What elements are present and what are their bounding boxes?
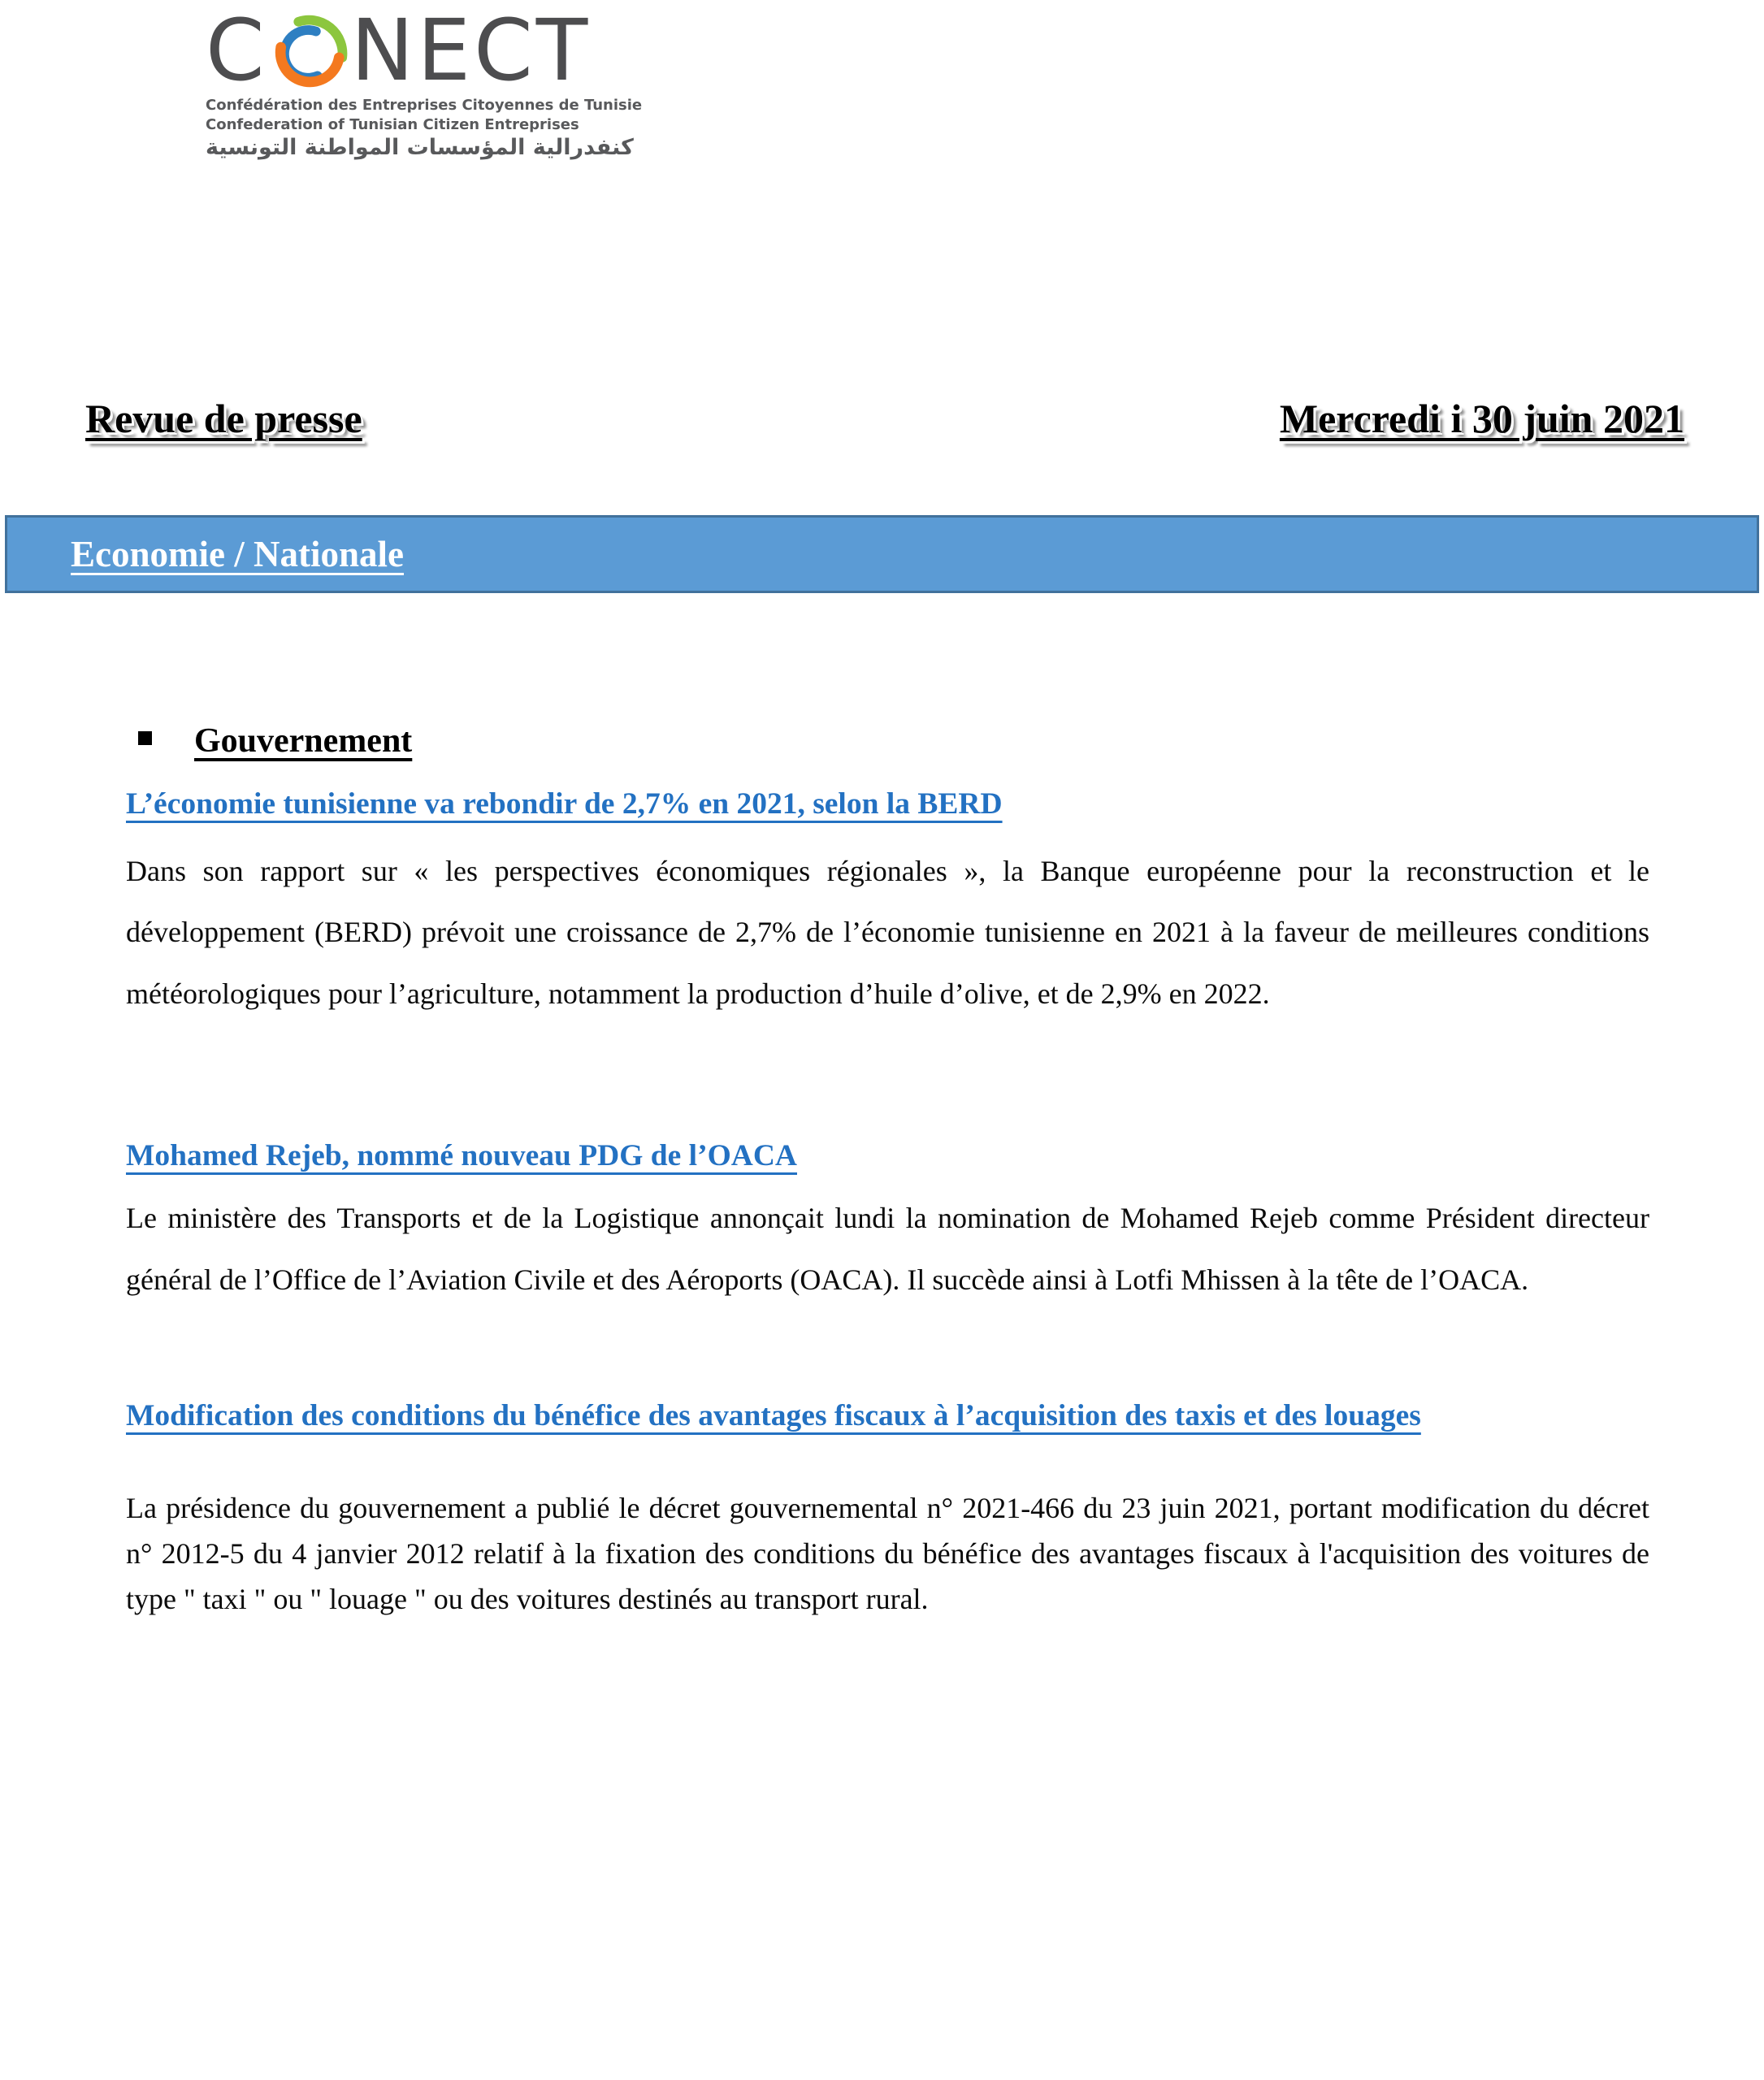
wordmark-letter-c: C bbox=[206, 1, 268, 100]
tagline-french: Confédération des Entreprises Citoyennes de Tunisie bbox=[206, 97, 643, 114]
wordmark-letters-nect: NECT bbox=[350, 1, 592, 100]
subsection-heading bbox=[126, 722, 1649, 760]
title-row bbox=[0, 395, 1764, 442]
document-date: Mercredi i 30 juin 2021 bbox=[1279, 395, 1684, 441]
tagline-english: Confederation of Tunisian Citizen Entreprises bbox=[206, 115, 579, 133]
subsection-heading-label: Gouvernement bbox=[194, 722, 413, 760]
conect-o-arcs-icon bbox=[270, 14, 349, 93]
conect-logo bbox=[0, 0, 1764, 161]
logo-taglines bbox=[206, 96, 1764, 161]
conect-wordmark bbox=[206, 1, 1764, 100]
article-headline-link[interactable]: Mohamed Rejeb, nommé nouveau PDG de l’OACA bbox=[126, 1139, 797, 1173]
section-banner-label: Economie / Nationale bbox=[71, 533, 404, 574]
document-title: Revue de presse bbox=[85, 395, 362, 441]
article-headline-link[interactable]: Modification des conditions du bénéfice des avantages fiscaux à l’acquisition des taxis et des louages bbox=[126, 1399, 1421, 1433]
square-bullet-icon bbox=[138, 731, 152, 745]
content-area bbox=[0, 722, 1764, 1623]
article-headline-link[interactable]: L’économie tunisienne va rebondir de 2,7% en 2021, selon la BERD bbox=[126, 786, 1003, 821]
tagline-arabic: كنفدرالية المؤسسات المواطنة التونسية bbox=[206, 134, 634, 160]
article-body: Le ministère des Transports et de la Logistique annonçait lundi la nomination de Mohamed Rejeb comme Président directeur général de l’Office de l’Aviation Civile et des Aéroports (OACA). Il succède ainsi à Lotfi Mhissen à la tête de l’OACA. bbox=[126, 1202, 1649, 1296]
article-body: Dans son rapport sur « les perspectives économiques régionales », la Banque européenne pour la reconstruction et le développement (BERD) prévoit une croissance de 2,7% de l’économie tunisienne en 2021 à la faveur de meilleures conditions météorologiques pour l’agriculture, notamment la production d’huile d’olive, et de 2,9% en 2022. bbox=[126, 854, 1649, 1010]
article-body: La présidence du gouvernement a publié le décret gouvernemental n° 2021-466 du 23 juin 2021, portant modification du décret n° 2012-5 du 4 janvier 2012 relatif à la fixation des conditions du bénéfice des avantages fiscaux à l'acquisition des voitures de type " taxi " ou " louage " ou des voitures destinés au transport rural. bbox=[126, 1492, 1649, 1616]
section-banner bbox=[5, 515, 1759, 593]
